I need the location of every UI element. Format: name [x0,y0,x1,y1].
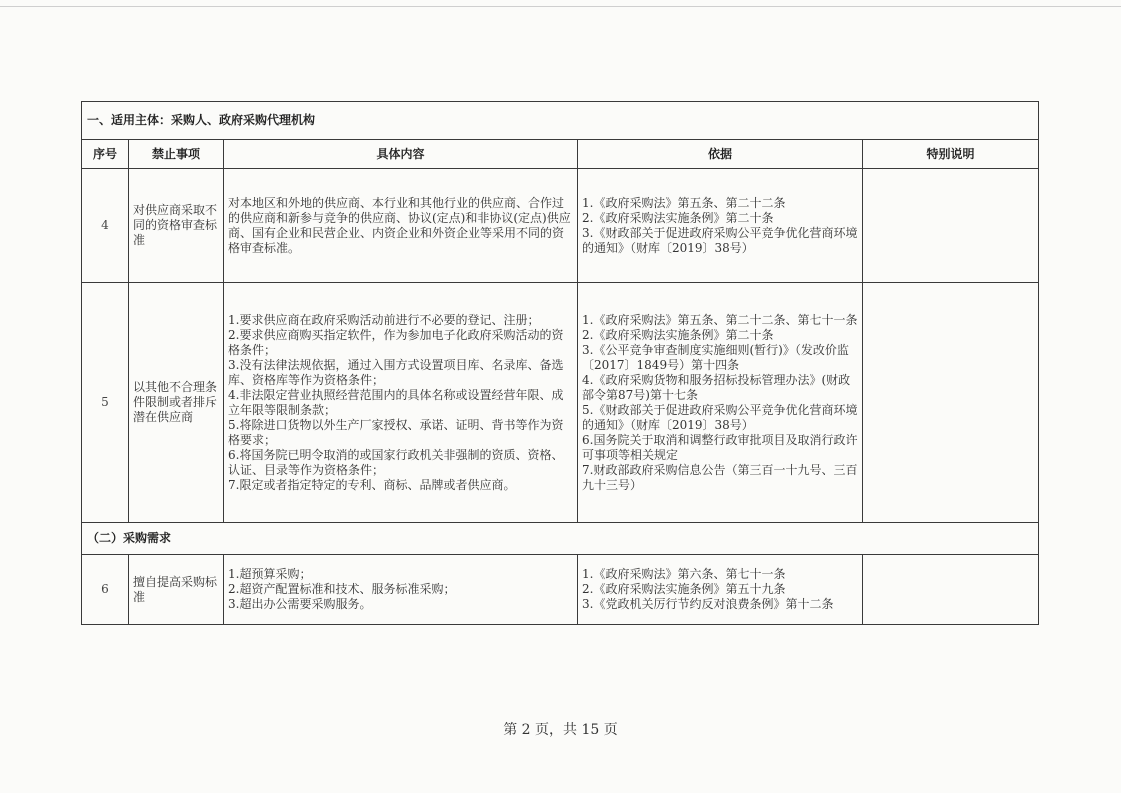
row-number: 6 [82,555,129,625]
basis-line: 5.《财政部关于促进政府采购公平竞争优化营商环境的通知》（财库〔2019〕38号） [582,402,858,432]
basis-line: 2.《政府采购法实施条例》第五十九条 [582,582,786,596]
prohibited-item: 对供应商采取不同的资格审查标准 [129,169,224,283]
basis-line: 2.《政府采购法实施条例》第二十条 [582,327,774,342]
content-line: 1.超预算采购； [228,567,312,581]
section-title-applicable-subject: 一、适用主体：采购人、政府采购代理机构 [82,102,1039,140]
row-number: 5 [82,283,129,523]
basis-line: 2.《政府采购法实施条例》第二十条 [582,210,774,225]
page-number-footer: 第 2 页，共 15 页 [503,722,618,738]
content-line: 2.超资产配置标准和技术、服务标准采购； [228,582,456,596]
header-no: 序号 [82,140,129,169]
content-line: 4.非法限定营业执照经营范围内的具体名称或设置经营年限、成立年限等限制条款； [228,387,564,417]
header-content: 具体内容 [224,140,578,169]
row-number: 4 [82,169,129,283]
basis-line: 7.财政部政府采购信息公告（第三百一十九号、三百九十三号） [582,462,858,492]
basis-line: 1.《政府采购法》第五条、第二十二条、第七十一条 [582,312,858,327]
content-line: 2.要求供应商购买指定软件，作为参加电子化政府采购活动的资格条件； [228,327,564,357]
basis-cell [578,283,863,523]
basis-line: 1.《政府采购法》第五条、第二十二条 [582,195,786,210]
table-row [82,169,1039,283]
section-title-procurement-demand: （二）采购需求 [82,523,1039,555]
content-line: 1.要求供应商在政府采购活动前进行不必要的登记、注册； [228,312,540,327]
content-line: 对本地区和外地的供应商、本行业和其他行业的供应商、合作过的供应商和新参与竞争的供应商、协议(定点)和非协议(定点)供应商、国有企业和民营企业、内资企业和外资企业等采用不同的资格审查标准。 [228,195,571,255]
content-line: 7.限定或者指定特定的专利、商标、品牌或者供应商。 [228,477,516,492]
basis-cell [578,555,863,625]
special-note-cell [863,169,1039,283]
prohibited-item: 擅自提高采购标准 [129,555,224,625]
basis-line: 6.国务院关于取消和调整行政审批项目及取消行政许可事项等相关规定 [582,432,858,462]
special-note-cell [863,283,1039,523]
content-line: 3.没有法律法规依据，通过入围方式设置项目库、名录库、备选库、资格库等作为资格条件； [228,357,564,387]
content-cell [224,283,578,523]
basis-line: 4.《政府采购货物和服务招标投标管理办法》(财政部令第87号)第十七条 [582,372,851,402]
basis-cell [578,169,863,283]
scan-edge-line [0,6,1121,7]
basis-line: 3.《公平竞争审查制度实施细则(暂行)》（发改价监〔2017〕1849号）第十四条 [582,342,849,372]
header-special-note: 特别说明 [863,140,1039,169]
content-line: 5.将除进口货物以外生产厂家授权、承诺、证明、背书等作为资格要求； [228,417,564,447]
basis-line: 1.《政府采购法》第六条、第七十一条 [582,567,786,581]
table-header-row [82,140,1039,169]
content-cell [224,555,578,625]
basis-line: 3.《财政部关于促进政府采购公平竞争优化营商环境的通知》（财库〔2019〕38号） [582,225,858,255]
basis-line: 3.《党政机关厉行节约反对浪费条例》第十二条 [582,597,834,611]
header-prohibited-item: 禁止事项 [129,140,224,169]
content-line: 6.将国务院已明令取消的或国家行政机关非强制的资质、资格、认证、目录等作为资格条件； [228,447,564,477]
prohibition-table [81,101,1039,625]
special-note-cell [863,555,1039,625]
header-basis: 依据 [578,140,863,169]
content-cell [224,169,578,283]
prohibited-item: 以其他不合理条件限制或者排斥潜在供应商 [129,283,224,523]
table-row [82,555,1039,625]
table-row [82,283,1039,523]
content-line: 3.超出办公需要采购服务。 [228,597,372,611]
